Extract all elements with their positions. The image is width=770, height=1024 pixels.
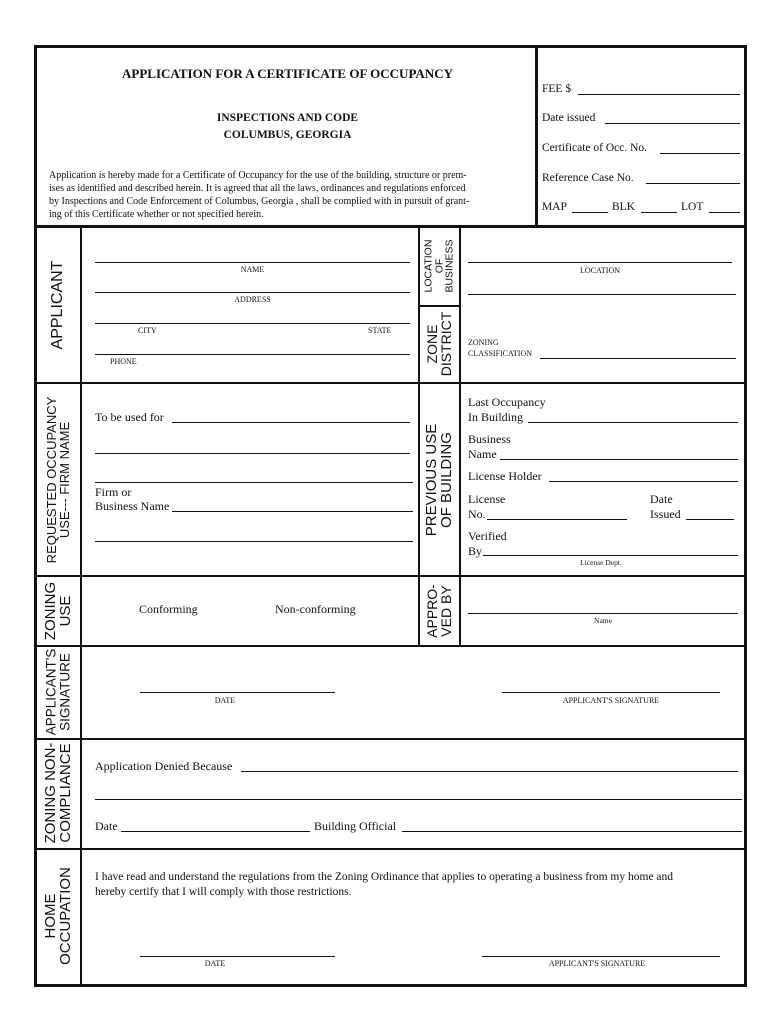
statement-line-1: Application is hereby made for a Certificate of Occupancy for the use of the building, structure or prem- xyxy=(49,170,467,181)
zone-district-label: ZONE DISTRICT xyxy=(424,311,454,377)
blk-field[interactable] xyxy=(641,212,677,213)
mid-label-left xyxy=(418,225,420,647)
zoning-use-label: ZONING USE xyxy=(42,581,74,641)
form-title: APPLICATION FOR A CERTIFICATE OF OCCUPANCY xyxy=(122,66,453,81)
row-divider-2 xyxy=(34,382,747,384)
cert-no-field[interactable] xyxy=(660,153,740,154)
frame-left xyxy=(34,45,37,987)
applicants-signature-label: APPLICANT'S SIGNATURE xyxy=(43,648,72,736)
ref-case-field[interactable] xyxy=(646,183,740,184)
location-caption: LOCATION xyxy=(580,266,620,275)
city-caption: CITY xyxy=(138,326,157,335)
last-occupancy-label-1: Last Occupancy xyxy=(468,395,546,409)
statement-line-4: ing of this Certificate whether or not specified herein. xyxy=(49,209,264,220)
denied-label: Application Denied Because xyxy=(95,759,233,773)
location-zone-divider xyxy=(418,305,460,307)
approved-name-caption: Name xyxy=(594,616,612,625)
dept-name: INSPECTIONS AND CODE xyxy=(216,112,359,124)
business-name-field[interactable] xyxy=(172,511,413,512)
home-occupation-label: HOME OCCUPATION xyxy=(42,867,74,965)
frame-right xyxy=(744,45,747,987)
cert-no-label: Certificate of Occ. No. xyxy=(542,142,648,154)
state-caption: STATE xyxy=(368,326,392,335)
lot-label: LOT xyxy=(681,201,704,213)
statement-line-2: ises as identified and described herein. It is agreed that all the laws, ordinances and regulations enforced xyxy=(49,183,466,194)
license-holder-field[interactable] xyxy=(549,481,738,482)
verified-label-2: By xyxy=(468,544,483,558)
signature-date-caption: DATE xyxy=(214,696,236,705)
zoning-caption-1: ZONING xyxy=(468,338,499,347)
prev-business-name-field[interactable] xyxy=(500,459,738,460)
last-occupancy-field[interactable] xyxy=(528,422,738,423)
date-label-2: Issued xyxy=(650,507,681,521)
building-official-label: Building Official xyxy=(314,819,397,833)
statement-line-3: by Inspections and Code Enforcement of Columbus, Georgia , shall be complied with in pursuit of grant- xyxy=(49,196,470,207)
home-signature-field[interactable] xyxy=(482,956,720,957)
map-label: MAP xyxy=(542,201,567,213)
row-divider-6 xyxy=(34,848,747,850)
blk-label: BLK xyxy=(612,201,635,213)
nonconforming-option[interactable]: Non-conforming xyxy=(275,602,356,616)
home-signature-caption: APPLICANT'S SIGNATURE xyxy=(548,959,646,968)
noncompliance-date-field[interactable] xyxy=(121,831,310,832)
row-divider-3 xyxy=(34,575,747,577)
conforming-option[interactable]: Conforming xyxy=(139,602,198,616)
approved-by-label: APPRO- VED BY xyxy=(424,584,454,638)
lot-field[interactable] xyxy=(709,212,740,213)
applicant-signature-caption: APPLICANT'S SIGNATURE xyxy=(562,696,660,705)
ref-case-label: Reference Case No. xyxy=(542,172,634,184)
row-divider-4 xyxy=(34,645,747,647)
date-issued-label: Date issued xyxy=(542,112,596,124)
location-field[interactable] xyxy=(468,262,732,263)
used-for-label: To be used for xyxy=(95,410,164,424)
header-divider xyxy=(535,45,538,227)
applicant-signature-field[interactable] xyxy=(502,692,720,693)
name-caption: NAME xyxy=(240,265,265,274)
noncompliance-date-label: Date xyxy=(95,819,118,833)
license-no-field[interactable] xyxy=(487,519,627,520)
row-divider-1 xyxy=(34,225,747,228)
license-label-2: No. xyxy=(468,507,486,521)
verified-label-1: Verified xyxy=(468,529,507,543)
used-for-field-2[interactable] xyxy=(95,453,410,454)
previous-use-label: PREVIOUS USE OF BUILDING xyxy=(423,423,455,537)
phone-caption: PHONE xyxy=(110,357,137,366)
applicant-address-field[interactable] xyxy=(95,292,410,293)
home-date-caption: DATE xyxy=(204,959,226,968)
applicant-name-field[interactable] xyxy=(95,262,410,263)
map-field[interactable] xyxy=(572,212,608,213)
zoning-classification-field[interactable] xyxy=(540,358,736,359)
requested-occupancy-label: REQUESTED OCCUPANCY USE--- FIRM NAME xyxy=(44,396,72,564)
approved-by-field[interactable] xyxy=(468,613,738,614)
location-of-business-label: LOCATION OF BUSINESS xyxy=(422,239,456,293)
license-holder-label: License Holder xyxy=(468,469,542,483)
zoning-noncompliance-label: ZONING NON- COMPLIANCE xyxy=(42,742,74,844)
date-issued-prev-field[interactable] xyxy=(686,519,734,520)
fee-label: FEE $ xyxy=(542,83,572,95)
signature-date-field[interactable] xyxy=(140,692,335,693)
business-label-1: Business xyxy=(468,432,511,446)
business-name-field-2[interactable] xyxy=(95,541,413,542)
used-for-field[interactable] xyxy=(172,422,410,423)
zoning-caption-2: CLASSIFICATION xyxy=(468,349,533,358)
license-label-1: License xyxy=(468,492,506,506)
row-divider-5 xyxy=(34,738,747,740)
applicant-city-state-field[interactable] xyxy=(95,323,410,324)
frame-bottom xyxy=(34,984,747,987)
home-date-field[interactable] xyxy=(140,956,335,957)
frame-top xyxy=(34,45,747,48)
building-official-field[interactable] xyxy=(402,831,742,832)
mid-label-right xyxy=(459,225,461,647)
location-field-2[interactable] xyxy=(468,294,736,295)
applicant-section-label: APPLICANT xyxy=(49,260,66,350)
verified-by-field[interactable] xyxy=(483,555,738,556)
home-occupation-text-1: I have read and understand the regulations from the Zoning Ordinance that applies to operating a business from my home and xyxy=(95,871,674,883)
date-label-1: Date xyxy=(650,492,673,506)
date-issued-field[interactable] xyxy=(605,123,740,124)
used-for-field-3[interactable] xyxy=(95,482,413,483)
firm-label-2: Business Name xyxy=(95,499,170,513)
denied-reason-field-2[interactable] xyxy=(95,799,742,800)
firm-label-1: Firm or xyxy=(95,485,132,499)
license-dept-caption: License Dept. xyxy=(580,558,622,567)
business-label-2: Name xyxy=(468,447,497,461)
home-occupation-text-2: hereby certify that I will comply with those restrictions. xyxy=(95,886,352,898)
denied-reason-field[interactable] xyxy=(241,771,738,772)
fee-field[interactable] xyxy=(578,94,740,95)
label-column-divider xyxy=(80,225,82,987)
address-caption: ADDRESS xyxy=(234,295,271,304)
city-name: COLUMBUS, GEORGIA xyxy=(223,129,352,141)
applicant-phone-field[interactable] xyxy=(95,354,410,355)
last-occupancy-label-2: In Building xyxy=(468,410,524,424)
